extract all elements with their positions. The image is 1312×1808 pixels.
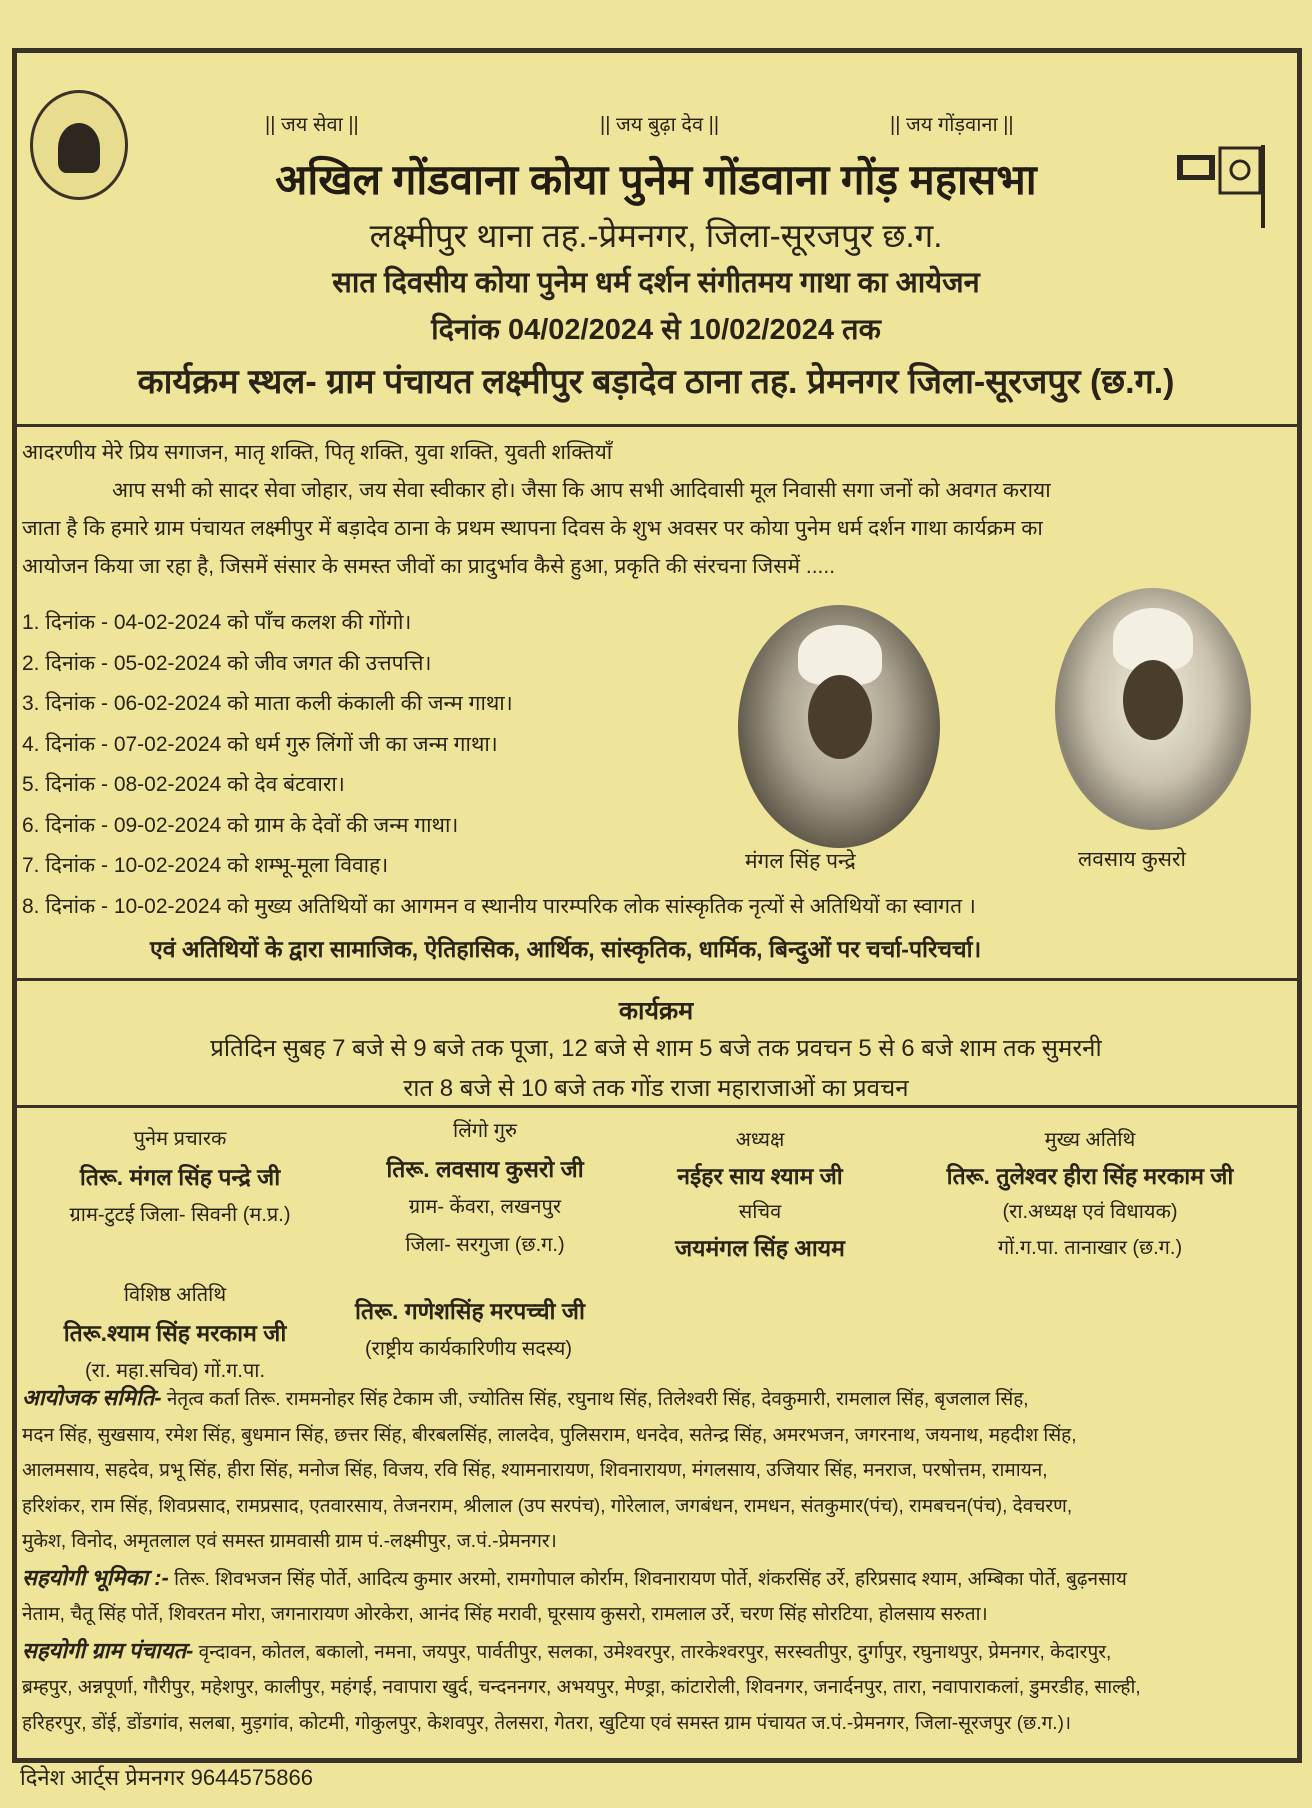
- schedule-item: 6. दिनांक - 09-02-2024 को ग्राम के देवों की जन्म गाथा।: [22, 813, 459, 837]
- role: मुख्य अतिथि: [1044, 1129, 1136, 1151]
- committee-line: ब्रम्हपुर, अन्नपूर्णा, गौरीपुर, महेशपुर, कालीपुर, महंगई, नवापारा खुर्द, चन्दननगर, अभयपुर, मेण्ड्रा, कांटारोली, शिवनगर, जनार्दनपुर, तारा, नवापाराकलां, डुमरडीह, साल्ही,: [22, 1677, 1141, 1698]
- event-venue: कार्यक्रम स्थल- ग्राम पंचायत लक्ष्मीपुर बड़ादेव ठाना तह. प्रेमनगर जिला-सूरजपुर (छ.ग.): [137, 363, 1175, 401]
- name: तिरू. गणेशसिंह मरपच्ची जी: [355, 1298, 585, 1324]
- jay-gondwana: || जय गोंड़वाना ||: [890, 114, 1014, 136]
- official-ganesh-singh: [355, 1292, 675, 1368]
- name: जयमंगल सिंह आयम: [675, 1235, 845, 1261]
- photo-lavsay-kusro: [1055, 588, 1251, 830]
- jay-budha-dev: || जय बुढ़ा देव ||: [600, 114, 720, 136]
- divider: [17, 424, 1297, 427]
- divider: [17, 978, 1297, 981]
- schedule-item: 1. दिनांक - 04-02-2024 को पाँच कलश की गोंगो।: [22, 611, 412, 634]
- committee-line: हरिहरपुर, डोंई, डोंडगांव, सलबा, मुड़गांव, कोटमी, गोकुलपुर, केशवपुर, तेलसरा, गेतरा, खुटिया एवं समस्त ग्राम पंचायत ज.पं.-प्रेमनगर, जिला-सूरजपुर (छ.ग.)।: [22, 1712, 1072, 1734]
- program-line-2: रात 8 बजे से 10 बजे तक गोंड राजा महाराजाओं का प्रवचन: [403, 1075, 909, 1102]
- official-adhyaksh: [630, 1122, 890, 1266]
- intro-line: आप सभी को सादर सेवा जोहार, जय सेवा स्वीकार हो। जैसा कि आप सभी आदिवासी मूल निवासी सगा जनों को अवगत कराया: [112, 479, 1051, 502]
- sahyogi-label: सहयोगी भूमिका :-: [22, 1564, 169, 1590]
- event-dates: दिनांक 04/02/2024 से 10/02/2024 तक: [431, 314, 881, 346]
- committee-line: नेतृत्व कर्ता तिरू. राममनोहर सिंह टेकाम जी, ज्योतिस सिंह, रघुनाथ सिंह, तिलेश्वरी सिंह, देवकुमारी, रामलाल सिंह, बृजलाल सिंह,: [166, 1389, 1029, 1410]
- committee-line: नेताम, चैतू सिंह पोर्ते, शिवरतन मोरा, जगनारायण ओरकेरा, आनंद सिंह मरावी, घूरसाय कुसरो, रामलाल उर्रे, चरण सिंह सोरटिया, होलसाय सरुता।: [22, 1604, 988, 1625]
- role: विशिष्ठ अतिथि: [123, 1284, 227, 1306]
- role: लिंगो गुरु: [453, 1120, 517, 1142]
- jay-seva: || जय सेवा ||: [265, 114, 359, 136]
- name: तिरू. तुलेश्वर हीरा सिंह मरकाम जी: [946, 1163, 1234, 1189]
- organization-title: अखिल गोंडवाना कोया पुनेम गोंडवाना गोंड़ महासभा: [275, 156, 1037, 203]
- committee-line: मुकेश, विनोद, अमृतलाल एवं समस्त ग्रामवासी ग्राम पं.-लक्ष्मीपुर, ज.पं.-प्रेमनगर।: [22, 1531, 557, 1552]
- detail: गों.ग.पा. तानाखार (छ.ग.): [997, 1237, 1183, 1259]
- official-vishisht-atithi: [20, 1276, 330, 1390]
- role: सचिव: [738, 1201, 782, 1223]
- committee-line: हरिशंकर, राम सिंह, शिवप्रसाद, रामप्रसाद, एतवारसाय, तेजनराम, श्रीलाल (उप सरपंच), गोरेलाल, जगबंधन, रामधन, संतकुमार(पंच), रामबचन(पंच), देवचरण,: [22, 1495, 1073, 1517]
- intro-text: [22, 434, 1292, 586]
- detail: ग्राम- केंवरा, लखनपुर: [408, 1196, 562, 1218]
- schedule-item: 8. दिनांक - 10-02-2024 को मुख्य अतिथियों का आगमन व स्थानीय पारम्परिक लोक सांस्कृतिक नृत्यों से अतिथियों का स्वागत ।: [22, 894, 976, 918]
- role: पुनेम प्रचारक: [133, 1128, 227, 1150]
- photo-mangal-singh-pandre: [738, 605, 940, 848]
- schedule-tail: एवं अतिथियों के द्वारा सामाजिक, ऐतिहासिक, आर्थिक, सांस्कृतिक, धार्मिक, बिन्दुओं पर चर्चा-परिचर्चा।: [150, 936, 982, 962]
- program-line-1: प्रतिदिन सुबह 7 बजे से 9 बजे तक पूजा, 12 बजे से शाम 5 बजे तक प्रवचन 5 से 6 बजे शाम तक सुमरनी: [210, 1035, 1102, 1062]
- divider: [17, 1105, 1297, 1108]
- detail: ग्राम-टुटई जिला- सिवनी (म.प्र.): [69, 1204, 291, 1226]
- schedule-item: 4. दिनांक - 07-02-2024 को धर्म गुरु लिंगों जी का जन्म गाथा।: [22, 732, 498, 756]
- name: तिरू. मंगल सिंह पन्द्रे जी: [79, 1164, 281, 1190]
- schedule-item: 5. दिनांक - 08-02-2024 को देव बंटवारा।: [22, 773, 345, 796]
- name: तिरू. लवसाय कुसरो जी: [386, 1156, 584, 1182]
- photo-caption-right: लवसाय कुसरो: [1078, 848, 1186, 871]
- schedule-item: 7. दिनांक - 10-02-2024 को शम्भू-मूला विवाह।: [22, 854, 389, 877]
- aayojak-label: आयोजक समिति-: [22, 1385, 162, 1410]
- photo-caption-left: मंगल सिंह पन्द्रे: [745, 850, 856, 873]
- printer-credit: दिनेश आर्ट्स प्रेमनगर 9644575866: [20, 1765, 313, 1790]
- official-mukhya-atithi: [890, 1122, 1290, 1266]
- program-heading: कार्यक्रम: [618, 997, 694, 1025]
- intro-line: आदरणीय मेरे प्रिय सगाजन, मातृ शक्ति, पितृ शक्ति, युवा शक्ति, युवती शक्तियाँ: [22, 441, 613, 464]
- name: नईहर साय श्याम जी: [677, 1163, 843, 1189]
- address: लक्ष्मीपुर थाना तह.-प्रेमनगर, जिला-सूरजपुर छ.ग.: [369, 217, 943, 254]
- detail: (रा. महा.सचिव) गों.ग.पा.: [84, 1360, 266, 1382]
- role: अध्यक्ष: [735, 1129, 785, 1151]
- committee-section: [22, 1380, 1302, 1741]
- official-punem-pracharak: [20, 1120, 340, 1234]
- detail: (राष्ट्रीय कार्यकारिणीय सदस्य): [365, 1338, 573, 1360]
- schedule-item: 2. दिनांक - 05-02-2024 को जीव जगत की उत्तपत्ति।: [22, 651, 432, 675]
- committee-line: तिरू. शिवभजन सिंह पोर्ते, आदित्य कुमार अरमो, रामगोपाल कोर्राम, शिवनारायण पोर्ते, शंकरसिंह उर्रे, हरिप्रसाद श्याम, अम्बिका पोर्ते, बुढ़नसाय: [174, 1568, 1127, 1590]
- name: तिरू.श्याम सिंह मरकाम जी: [63, 1320, 287, 1346]
- schedule-item: 3. दिनांक - 06-02-2024 को माता कली कंकाली की जन्म गाथा।: [22, 692, 513, 715]
- gram-panchayat-label: सहयोगी ग्राम पंचायत-: [22, 1637, 194, 1663]
- official-lingo-guru: [345, 1112, 625, 1264]
- detail: (रा.अध्यक्ष एवं विधायक): [1002, 1201, 1178, 1223]
- intro-line: आयोजन किया जा रहा है, जिसमें संसार के समस्त जीवों का प्रादुर्भाव कैसे हुआ, प्रकृति की संरचना जिसमें .....: [22, 555, 836, 578]
- intro-line: जाता है कि हमारे ग्राम पंचायत लक्ष्मीपुर में बड़ादेव ठाना के प्रथम स्थापना दिवस के शुभ अवसर पर कोया पुनेम धर्म दर्शन गाथा कार्यक्रम का: [22, 517, 1043, 540]
- committee-line: आलमसाय, सहदेव, प्रभू सिंह, हीरा सिंह, मनोज सिंह, विजय, रवि सिंह, श्यामनारायण, शिवनारायण, मंगलसाय, उजियार सिंह, मनराज, परषोत्तम, रामायन,: [22, 1460, 1048, 1481]
- committee-line: मदन सिंह, सुखसाय, रमेश सिंह, बुधमान सिंह, छत्तर सिंह, बीरबलसिंह, लालदेव, पुलिसराम, धनदेव, सतेन्द्र सिंह, अमरभजन, जगरनाथ, जयनाथ, महदीश सिंह,: [22, 1424, 1077, 1446]
- committee-line: वृन्दावन, कोतल, बकालो, नमना, जयपुर, पार्वतीपुर, सलका, उमेश्वरपुर, तारकेश्वरपुर, सरस्वतीपुर, दुर्गापुर, रघुनाथपुर, प्रेमनगर, केदारपुर,: [198, 1641, 1112, 1663]
- event-subtitle: सात दिवसीय कोया पुनेम धर्म दर्शन संगीतमय गाथा का आयेजन: [332, 267, 980, 299]
- detail: जिला- सरगुजा (छ.ग.): [405, 1234, 565, 1256]
